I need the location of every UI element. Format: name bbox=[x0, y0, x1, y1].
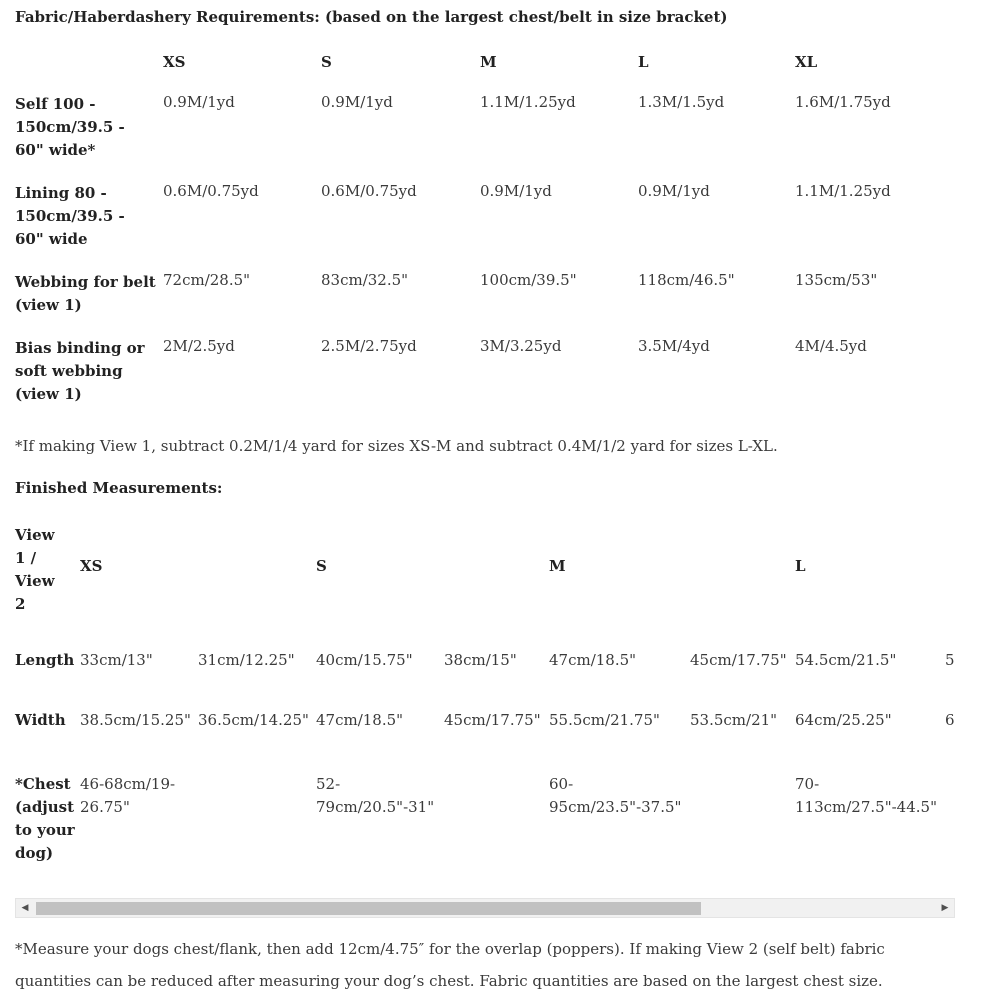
width-s-v1: 47cm/18.5" bbox=[316, 711, 404, 729]
length-s-v1: 40cm/15.75" bbox=[316, 651, 413, 669]
cell-webbing-xl: 135cm/53" bbox=[795, 271, 878, 289]
length-m-v2: 45cm/17.75" bbox=[690, 651, 787, 669]
cell-self-m: 1.1M/1.25yd bbox=[480, 93, 576, 111]
width-m-v2: 53.5cm/21" bbox=[690, 711, 778, 729]
chest-xs: 46-68cm/19-26.75" bbox=[80, 775, 176, 816]
finished-header-m: M bbox=[549, 557, 566, 575]
cell-lining-l: 0.9M/1yd bbox=[638, 182, 710, 200]
cell-self-xs: 0.9M/1yd bbox=[163, 93, 235, 111]
scroll-left-arrow-icon[interactable]: ◀ bbox=[21, 903, 29, 913]
cell-webbing-m: 100cm/39.5" bbox=[480, 271, 577, 289]
length-s-v2: 38cm/15" bbox=[444, 651, 517, 669]
width-label: Width bbox=[15, 711, 66, 729]
scroll-right-arrow-icon[interactable]: ▶ bbox=[941, 903, 949, 913]
length-label: Length bbox=[15, 651, 75, 669]
length-m-v1: 47cm/18.5" bbox=[549, 651, 637, 669]
fabric-header-xs: XS bbox=[163, 53, 186, 71]
fabric-header-xl: XL bbox=[795, 53, 818, 71]
chest-label: *Chest (adjust to your dog) bbox=[15, 775, 75, 862]
length-l-v1: 54.5cm/21.5" bbox=[795, 651, 897, 669]
cell-self-l: 1.3M/1.5yd bbox=[638, 93, 725, 111]
cell-self-xl: 1.6M/1.75yd bbox=[795, 93, 891, 111]
width-l-v1: 64cm/25.25" bbox=[795, 711, 892, 729]
cell-lining-xl: 1.1M/1.25yd bbox=[795, 182, 891, 200]
cell-bias-xs: 2M/2.5yd bbox=[163, 337, 235, 355]
cell-webbing-xs: 72cm/28.5" bbox=[163, 271, 251, 289]
final-note: *Measure your dogs chest/flank, then add 12cm/4.75″ for the overlap (poppers). If making View 2 (self belt) fabric quantities can be reduced after measuring your dog’s chest. Fabric quantities are based on the largest chest size. bbox=[15, 940, 885, 990]
finished-header-l: L bbox=[795, 557, 806, 575]
fabric-header-l: L bbox=[638, 53, 649, 71]
finished-heading: Finished Measurements: bbox=[15, 479, 223, 497]
cell-bias-m: 3M/3.25yd bbox=[480, 337, 562, 355]
scrollbar-thumb[interactable] bbox=[36, 902, 701, 915]
cell-self-s: 0.9M/1yd bbox=[321, 93, 393, 111]
cell-webbing-s: 83cm/32.5" bbox=[321, 271, 409, 289]
chest-s: 52-79cm/20.5"-31" bbox=[316, 775, 435, 816]
horizontal-scrollbar[interactable] bbox=[15, 898, 955, 918]
length-l-v2-clipped: 5 bbox=[945, 651, 955, 669]
length-xs-v2: 31cm/12.25" bbox=[198, 651, 295, 669]
width-l-v2-clipped: 6 bbox=[945, 711, 955, 729]
fabric-header-s: S bbox=[321, 53, 332, 71]
row-label-lining: Lining 80 - 150cm/39.5 - 60" wide bbox=[15, 184, 125, 248]
corner-label: View 1 / View 2 bbox=[15, 526, 55, 613]
cell-bias-l: 3.5M/4yd bbox=[638, 337, 710, 355]
cell-lining-s: 0.6M/0.75yd bbox=[321, 182, 417, 200]
cell-bias-s: 2.5M/2.75yd bbox=[321, 337, 417, 355]
chest-m: 60-95cm/23.5"-37.5" bbox=[549, 775, 682, 816]
chest-l: 70-113cm/27.5"-44.5" bbox=[795, 775, 937, 816]
width-s-v2: 45cm/17.75" bbox=[444, 711, 541, 729]
finished-header-s: S bbox=[316, 557, 327, 575]
fabric-header-m: M bbox=[480, 53, 497, 71]
width-m-v1: 55.5cm/21.75" bbox=[549, 711, 660, 729]
row-label-self: Self 100 - 150cm/39.5 - 60" wide* bbox=[15, 95, 125, 159]
row-label-bias: Bias binding or soft webbing (view 1) bbox=[15, 339, 145, 403]
fabric-footnote: *If making View 1, subtract 0.2M/1/4 yard for sizes XS-M and subtract 0.4M/1/2 yard for sizes L-XL. bbox=[15, 437, 778, 455]
width-xs-v2: 36.5cm/14.25" bbox=[198, 711, 309, 729]
fabric-heading: Fabric/Haberdashery Requirements: (based on the largest chest/belt in size bracket) bbox=[15, 8, 728, 26]
finished-header-xs: XS bbox=[80, 557, 103, 575]
cell-lining-xs: 0.6M/0.75yd bbox=[163, 182, 259, 200]
row-label-webbing: Webbing for belt (view 1) bbox=[15, 273, 156, 314]
cell-bias-xl: 4M/4.5yd bbox=[795, 337, 867, 355]
width-xs-v1: 38.5cm/15.25" bbox=[80, 711, 191, 729]
cell-webbing-l: 118cm/46.5" bbox=[638, 271, 735, 289]
length-xs-v1: 33cm/13" bbox=[80, 651, 153, 669]
cell-lining-m: 0.9M/1yd bbox=[480, 182, 552, 200]
